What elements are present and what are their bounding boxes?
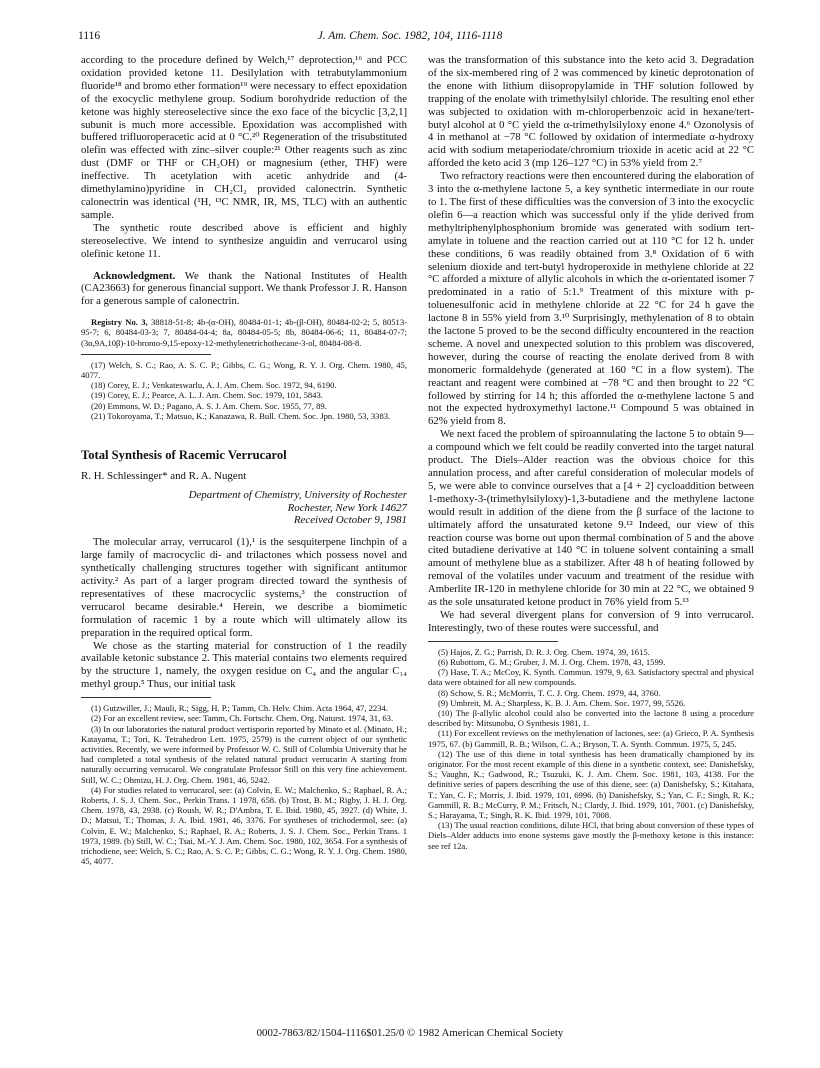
reference: (19) Corey, E. J.; Pearce, A. L. J. Am. Chem. Soc. 1979, 101, 5843. — [91, 390, 323, 401]
body-paragraph: The synthetic route described above is efficient and highly stereoselective. We intend to synthesize anguidin and verrucarol using olefinic ketone 11. — [81, 221, 407, 260]
registry-numbers — [81, 317, 407, 348]
reference: (17) Welch, S. C.; Rao, A. S. C. P.; Gibbs, C. G.; Wong, R. Y. J. Org. Chem. 1980, 45, 4077. — [81, 359, 407, 381]
journal-reference: J. Am. Chem. Soc. 1982, 104, 1116-1118 — [317, 30, 503, 42]
acknowledgment-label: Acknowledgment. — [93, 269, 176, 282]
acknowledgment-text: We thank the National Institutes of Health (CA23663) for generous financial support. We thank Professor J. R. Hanson for a generous sample of calonectrin. — [81, 269, 407, 308]
reference: (11) For excellent reviews on the methylenation of lactones, see: (a) Grieco, P. A. Synthesis 1975, 67. (b) Gammill, R. B.; Wilson, C. A.; Bryson, T. A. Synth. Commun. 1975, 5, 245. — [428, 728, 754, 749]
reference: (8) Schow, S. R.; McMorris, T. C. J. Org. Chem. 1979, 44, 3760. — [438, 687, 661, 698]
article-authors: R. H. Schlessinger* and R. A. Nugent — [81, 469, 247, 482]
registry-label: Registry No. 3, — [91, 317, 148, 328]
footnote-divider — [81, 354, 211, 355]
acknowledgment — [81, 270, 407, 309]
affiliation-line: Department of Chemistry, University of Rochester — [188, 488, 407, 501]
reference: (10) The β-allylic alcohol could also be converted into the lactone 8 using a procedure described by: Mitsunobu, O Synthesis 1981, 1. — [428, 708, 754, 729]
reference: (9) Umbreit, M. A.; Sharpless, K. B. J. Am. Chem. Soc. 1977, 99, 5526. — [438, 697, 686, 708]
reference: (18) Corey, E. J.; Venkateswarlu, A. J. Am. Chem. Soc. 1972, 94, 6190. — [91, 380, 337, 391]
reference: (3) In our laboratories the natural product vertisporin reported by Minato et al. (Minato, H.; Katayama, T.; Tori, K. Tetrahedron Lett. 1975, 2579) is the current object of our synthetic activities. Recently, we were informed by Professor W. C. Still of Columbia University that he had completed a total synthesis of the related natural product verrucarin A starting from naturally occurring verrucarol. We congratulate Professor Still on this very fine achievement. Still, W. C.; Ohmizu, H. J. Org. Chem. 1981, 46, 5242. — [81, 723, 407, 785]
body-paragraph: We had several divergent plans for conversion of 9 into verrucarol. Interestingly, two of these routes were successful, and — [428, 608, 754, 634]
body-paragraph: The molecular array, verrucarol (1),¹ is the sesquiterpene linchpin of a large family of macrocyclic di- and trilactones which possess novel and synthetically challenging structures together with significant antitumor activity.² As part of a larger program directed toward the synthesis of representatives of these macrocyclic systems,³ the construction of verrucarol became desirable.⁴ Herein, we describe a biomimetic formulation of racemic 1 by a route which will ultimately allow its preparation in the required optical form. — [81, 536, 407, 639]
reference: (7) Hase, T. A.; McCoy, K. Synth. Commun. 1979, 9, 63. Satisfactory spectral and physical data were obtained for all new compounds. — [428, 667, 754, 688]
body-paragraph: We chose as the starting material for construction of 1 the readily available ketonic substance 2. This material contains two elements required by the structure 1, namely, the oxygen residue on C₄ and the angular C₁₄ methyl group.⁵ Thus, our initial task — [81, 639, 407, 691]
body-paragraph: Two refractory reactions were then encountered during the elaboration of 3 into the α-methylene lactone 5, a key synthetic intermediate in our route to 1. The first of these difficulties was the conversion of 3 into the exocyclic olefin 6—a reaction which was successful only if the ylide derived from methyltriphenylphosphonium bromide was generated with sodium tert-amylate in toluene and the reaction carried out at 110 °C for 12 h. under these conditions, 6 was readily obtained from 3.⁸ Oxidation of 6 with selenium dioxide and tert-butyl hydroperoxide in methylene chloride at 22 °C afforded a mixture of allylic alcohols in which the α-orientated isomer 7 predominated in a ratio of 5:1.⁹ Treatment of this mixture with p-toluenesulfonic acid in methylene chloride at 22 °C for 24 h gave the lactone 8 in 55% yield from 3.¹⁰ Surprisingly, methylenation of 8 to obtain the lactone 5 proved to be the second difficulty encountered in the reaction scheme. A novel and unexpected solution to this problem was discovered, however, during the course of reacting the enolate derived from 8 with monomeric formaldehyde (generated at 160 °C in a flow system). The reactant and reagent were combined at −78 °C and then brought to 22 °C followed by stirring for 14 h; this afforded the α-methylene lactone 5 and not the expected hydroxymethyl lactone.¹¹ Compound 5 was obtained in 62% yield from 8. — [428, 170, 754, 428]
right-column — [428, 54, 754, 851]
reference: (1) Gutzwiller, J.; Mauli, R.; Sigg, H. P.; Tamm, Ch. Helv. Chim. Acta 1964, 47, 2234. — [91, 703, 388, 714]
page-footer: 0002-7863/82/1504-1116$01.25/0 © 1982 American Chemical Society — [256, 1027, 564, 1039]
left-column — [81, 54, 407, 866]
reference: (21) Tokoroyama, T.; Matsuo, K.; Kanazawa, R. Bull. Chem. Soc. Jpn. 1980, 53, 3383. — [91, 410, 391, 421]
page-number: 1116 — [78, 30, 101, 42]
reference: (12) The use of this diene in total synthesis has been dramatically championed by its originator. For the most recent example of this diene in a synthetic context, see: Danishefsky, S.; Vaughn, K.; Gadwood, R.; Tsuzuki, K. J. Am. Chem. Soc. 1981, 103, 4138. For the definitive series of papers describing the use of this diene, see: (a) Danishefsky, S.; Kitahara, T.; Yan, C. F.; Morris, J. Ibid. 1979, 101, 6996. (b) Danishefsky, S.; Yan, C. F.; Singh, R. K.; Gammill, R. B.; McCurry, P. M.; Fritsch, N.; Clardy, J. Ibid. 1979, 101, 7001. (c) Danishefsky, S.; Harayama, T.; Singh, R. K. Ibid. 1979, 101, 7008. — [428, 748, 754, 821]
reference: (6) Rubottom, G. M.; Gruber, J. M. J. Org. Chem. 1978, 43, 1599. — [438, 656, 666, 667]
page-header — [78, 30, 742, 46]
reference: (13) The usual reaction conditions, dilute HCl, that bring about conversion of these types of Diels–Alder adducts into enone systems gave mostly the β-methoxy ketone is this instance: see ref 12a. — [428, 820, 754, 851]
footnote-divider — [428, 641, 558, 642]
article-title: Total Synthesis of Racemic Verrucarol — [81, 448, 287, 463]
received-date: Received October 9, 1981 — [293, 514, 407, 527]
registry-text: 38818-51-8; 4b-(α-OH), 80484-01-1; 4b-(β-OH), 80484-02-2; 5, 80513-95-7; 6, 80484-03-3; 7, 80484-04-4; 8a, 80484-05-5; 8b, 80484-06-6; 11, 80484-07-7; (3α,9A,10β)-10-bromo-9,15-epoxy-12-methylenetrichothecane-3-ol, 80484-08-8. — [81, 317, 407, 348]
body-paragraph: We next faced the problem of spiroannulating the lactone 5 to obtain 9—a compound which we felt could be readily converted into the target natural product. The Diels–Alder reaction was the obvious choice for this annulation process, and after careful consideration of molecular models of 5, we were able to convince ourselves that a [4 + 2] cycloaddition between 1-methoxy-3-(trimethylsilyloxy)-1,3-butadiene and the methylene lactone would result in addition of the diene from the β surface of the lactone to ultimately afford the unsaturated ketone 9.¹² Indeed, our view of this reaction course was borne out upon thermal combination of 5 and the above cited butadiene derivative at 140 °C in toluene solvent containing a small amount of methylene blue as a stabilizer. After 48 h of heating followed by removal of the volatiles under vacuum and treatment of the residue with Amberlite IR-120 in methylene chloride for 30 min at 22 °C, we obtained 9 as the sole unsaturated ketone product in 76% yield from 5.¹³ — [428, 428, 754, 609]
reference: (4) For studies related to verrucarol, see: (a) Colvin, E. W.; Malchenko, S.; Raphael, R. A.; Roberts, J. S. J. Chem. Soc., Perkin Trans. 1 1978, 658. (b) Trost, B. M.; Rigby, J. H. J. Org. Chem. 1978, 43, 2938. (c) Roush, W. R.; D'Ambra, T. E. Ibid. 1980, 45, 3927. (d) White, J. D.; Matsui, T.; Thomas, J. A. Ibid. 1981, 46, 3376. For syntheses of trichodermol, see: (a) Colvin, E. W.; Malchenko, S.; Raphael, R. A.; Roberts, J. S. J. Chem. Soc., Perkin Trans. 1 1973, 1989. (b) Still, W. C.; Tsai, M.-Y. J. Am. Chem. Soc. 1980, 102, 3654. For a synthesis of trichodiene, see: Welch, S. C.; Rao, A. S. C. P.; Gibbs, C. G.; Wong, R. Y. J. Org. Chem. 1980, 45, 4077. — [81, 784, 407, 867]
body-paragraph: was the transformation of this substance into the keto acid 3. Degradation of the six-membered ring of 2 was commenced by kinetic deprotonation of the enone with lithium diisopropylamide in THF solution followed by trapping of the enolate with trimethylsilyl chloride. The resulting enol ether was subjected to oxidation with m-chloroperbenzoic acid in hexane/tert-butyl alcohol at 0 °C yield the α-trimethylsilyloxy enone 4.⁶ Ozonolysis of 4 in methanol at −78 °C followed by oxidation of intermediate α-hydroxy acid with sodium metaperiodate/chromium trioxide in acetic acid at 22 °C afforded the keto acid 3 (mp 126–127 °C) in 53% yield from 2.⁷ — [428, 54, 754, 170]
reference: (5) Hajos, Z. G.; Parrish, D. R. J. Org. Chem. 1974, 39, 1615. — [438, 646, 650, 657]
reference: (20) Emmons, W. D.; Pagano, A. S. J. Am. Chem. Soc. 1955, 77, 89. — [91, 400, 327, 411]
reference: (2) For an excellent review, see: Tamm, Ch. Fortschr. Chem. Org. Naturst. 1974, 31, 63. — [91, 713, 394, 724]
affiliation-line: Rochester, New York 14627 — [287, 501, 407, 514]
footnote-divider — [81, 697, 211, 698]
body-paragraph: according to the procedure defined by Welch,¹⁷ deprotection,¹⁶ and PCC oxidation provided ketone 11. Desilylation with tetrabutylammonium fluoride¹⁸ and bromo ether formation¹⁹ were necessary to effect epoxidation of the exocyclic methylene group. Sodium borohydride reduction of the ketone was highly stereoselective since the exo face of the bicyclic [3,2,1] subunit is much more accessible. Epoxidation was accomplished with buffered trifluoroperacetic acid at 0 °C.²⁰ Regeneration of the trisubstituted olefin was effected with zinc–silver couple:²¹ Other reagents such as zinc dust (DMF or THF or CH₃OH) or magnesium (ether, THF) were ineffective. Th acetylation with acetic anhydride and (4-dimethylamino)pyridine in CH₂Cl₂ provided calonectrin. Synthetic calonectrin was identical (¹H, ¹³C NMR, IR, MS, TLC) with an authentic sample. — [81, 54, 407, 221]
